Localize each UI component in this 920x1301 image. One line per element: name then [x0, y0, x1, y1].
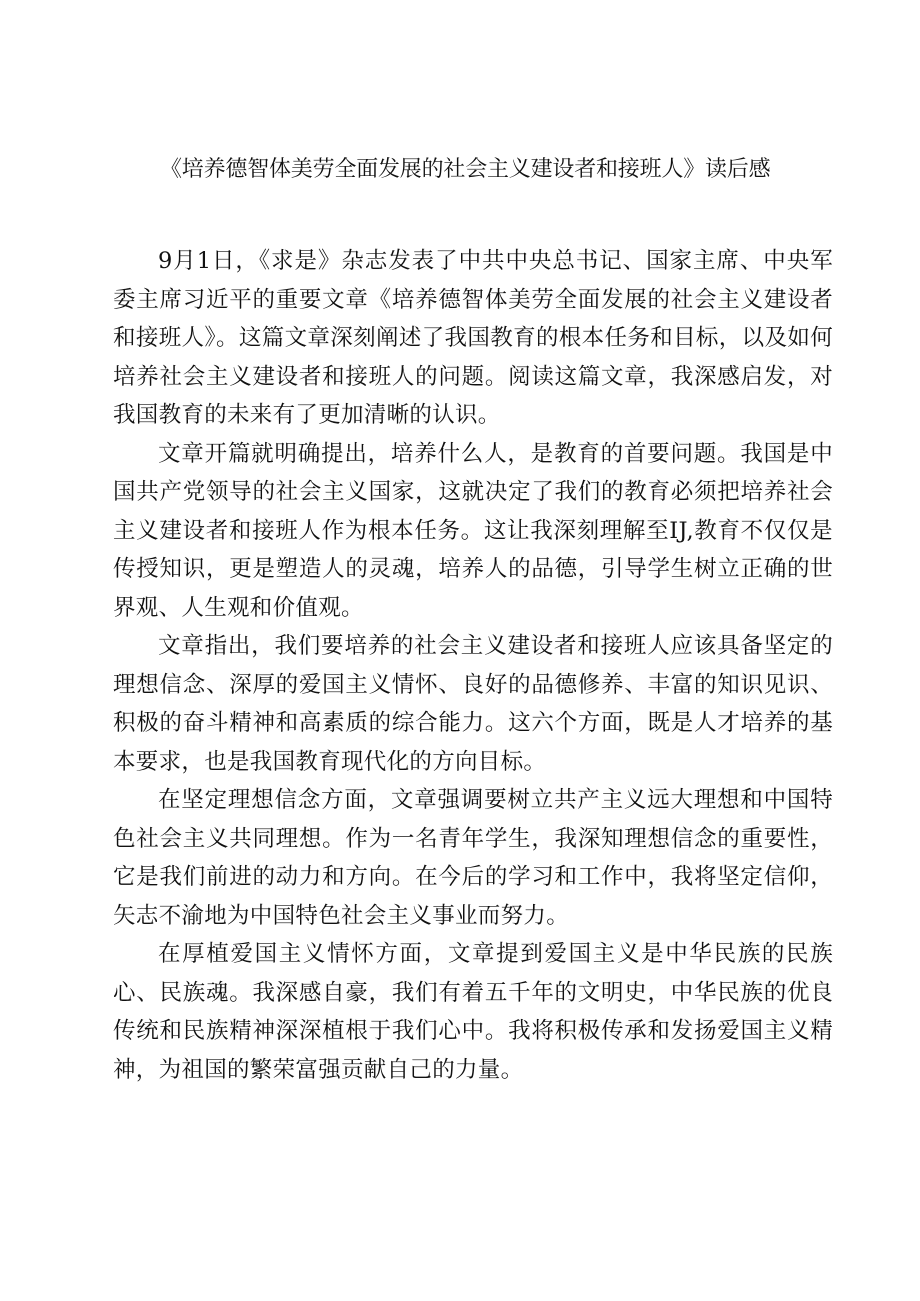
document-body	[113, 242, 833, 1089]
paragraph-5: 在厚植爱国主义情怀方面，文章提到爱国主义是中华民族的民族心、民族魂。我深感自豪，我们有着五千年的文明史，中华民族的优良传统和民族精神深深植根于我们心中。我将积极传承和发扬爱国主义精神，为祖国的繁荣富强贡献自己的力量。	[113, 941, 833, 1083]
paragraph-3: 文章指出，我们要培养的社会主义建设者和接班人应该具备坚定的理想信念、深厚的爱国主义情怀、良好的品德修养、丰富的知识见识、积极的奋斗精神和高素质的综合能力。这六个方面，既是人才培养的基本要求，也是我国教育现代化的方向目标。	[113, 633, 833, 775]
paragraph-1: 9月1日，《求是》杂志发表了中共中央总书记、国家主席、中央军委主席习近平的重要文章《培养德智体美劳全面发展的社会主义建设者和接班人》。这篇文章深刻阐述了我国教育的根本任务和目标，以及如何培养社会主义建设者和接班人的问题。阅读这篇文章，我深感启发，对我国教育的未来有了更加清晰的认识。	[113, 248, 833, 428]
paragraph-4: 在坚定理想信念方面，文章强调要树立共产主义远大理想和中国特色社会主义共同理想。作为一名青年学生，我深知理想信念的重要性，它是我们前进的动力和方向。在今后的学习和工作中，我将坚定信仰，矢志不渝地为中国特色社会主义事业而努力。	[113, 787, 833, 929]
paragraph-2: 文章开篇就明确提出，培养什么人，是教育的首要问题。我国是中国共产党领导的社会主义国家，这就决定了我们的教育必须把培养社会主义建设者和接班人作为根本任务。这让我深刻理解至IJ,教育不仅仅是传授知识，更是塑造人的灵魂，培养人的品德，引导学生树立正确的世界观、人生观和价值观。	[113, 440, 833, 621]
document-title: 《培养德智体美劳全面发展的社会主义建设者和接班人》读后感	[160, 157, 771, 182]
